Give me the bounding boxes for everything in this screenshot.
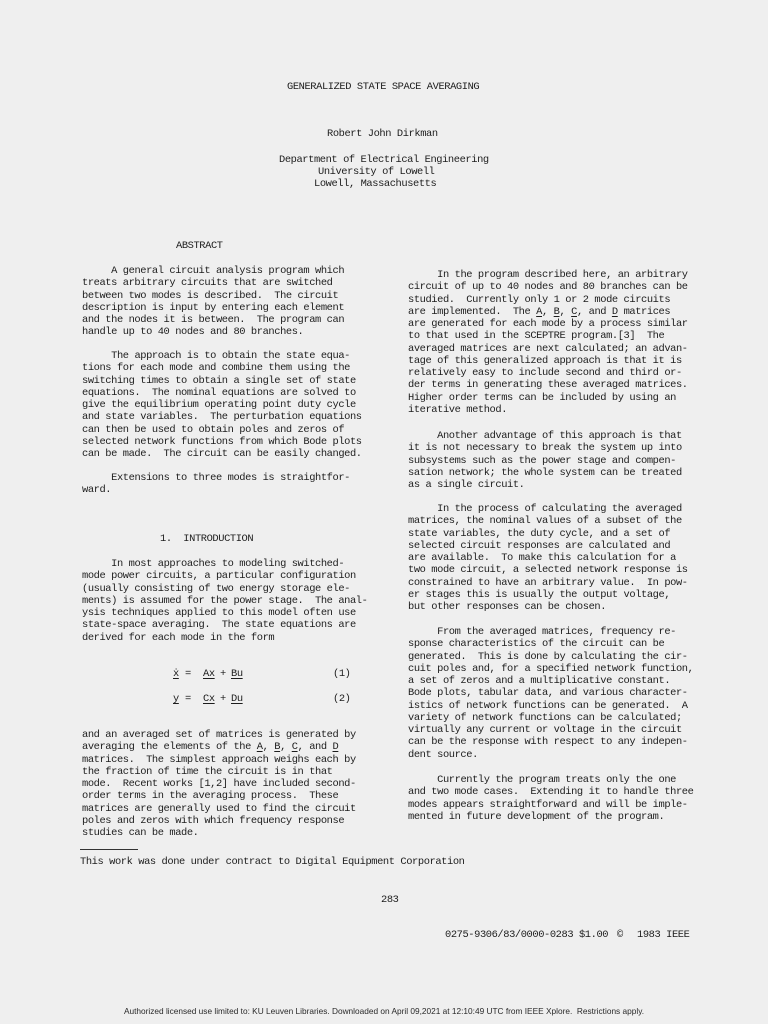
text-line: can be made. The circuit can be easily changed. [82, 448, 362, 460]
text-line: A general circuit analysis program which [111, 265, 345, 277]
text-line: as a single circuit. [408, 479, 525, 491]
text-line: it is not necessary to break the system up into [408, 442, 682, 455]
text-line: constrained to have an arbitrary value. In pow- [408, 576, 688, 589]
text-line [82, 741, 356, 753]
plus-sign: + [220, 693, 226, 705]
text-line: equations. The nominal equations are solved to [82, 386, 356, 399]
equation-term: Cx [203, 693, 215, 705]
text-line: treats arbitrary circuits that are switched [82, 277, 333, 290]
right-paragraph-2 [408, 430, 682, 491]
text-line: Extensions to three modes is straightfor- [111, 472, 350, 484]
text-line: (usually consisting of two energy storage ele- [82, 582, 350, 595]
text-line: ments) is assumed for the power stage. The anal- [82, 594, 368, 607]
text-line: Another advantage of this approach is that [437, 430, 682, 442]
introduction-continuation [82, 729, 356, 839]
text-line: but other responses can be chosen. [408, 601, 607, 613]
copyright-symbol: © [617, 929, 623, 941]
text-line: Higher order terms can be included by using an [408, 391, 676, 404]
text-line: matrices are generally used to find the circuit [82, 802, 356, 815]
equation-2 [170, 693, 360, 707]
text-line: der terms in generating these averaged matrices. [408, 379, 688, 392]
text-line: In most approaches to modeling switched- [111, 558, 345, 570]
text-line [408, 306, 688, 318]
author-name: Robert John Dirkman [327, 128, 438, 140]
underlined-matrix-symbol: B [553, 305, 560, 318]
download-notice: Authorized licensed use limited to: KU Leuven Libraries. Downloaded on April 09,2021 at 12:10:49 UTC from IEEE Xplore. Restrictions apply. [123, 1006, 645, 1016]
text-segment: , [559, 305, 572, 318]
copyright-text: 1983 IEEE [637, 929, 690, 941]
text-line: From the averaged matrices, frequency re- [437, 626, 676, 638]
text-line: matrices, the nominal values of a subset of the [408, 515, 682, 528]
text-line: Bode plots, tabular data, and various character- [408, 687, 688, 700]
underlined-matrix-symbol: D [611, 305, 618, 318]
publication-code: 0275-9306/83/0000-0283 $1.00 [445, 929, 609, 941]
equation-number: (1) [333, 668, 351, 680]
right-paragraph-5 [408, 774, 693, 823]
text-line: can then be used to obtain poles and zeros of [82, 423, 345, 436]
equals-sign: = [185, 668, 191, 680]
equation-lhs: y [173, 693, 179, 705]
underlined-matrix-symbol: C [571, 305, 577, 318]
text-line: are available. To make this calculation for a [408, 552, 676, 564]
text-line: Currently the program treats only the one [437, 774, 676, 786]
equation-number: (2) [333, 693, 351, 705]
equation-term: Du [231, 693, 243, 705]
text-line: a set of zeros and a multiplicative constant. [408, 675, 671, 687]
text-line: derived for each mode in the form [82, 631, 275, 644]
page-number: 283 [381, 894, 399, 906]
text-line: description is input by entering each element [82, 301, 345, 314]
right-paragraph-4 [408, 626, 693, 761]
text-line: matrices. The simplest approach weighs each by [82, 753, 356, 766]
text-line: sation network; the whole system can be treated [408, 466, 682, 479]
text-line: istics of network functions can be generated. A [408, 699, 688, 712]
text-line: state variables, the duty cycle, and a set of [408, 527, 671, 540]
text-line: selected circuit responses are calculated and [408, 539, 671, 552]
equals-sign: = [185, 693, 191, 705]
plus-sign: + [220, 668, 226, 680]
text-line: poles and zeros with which frequency response [82, 814, 345, 827]
text-segment: matrices [617, 305, 671, 318]
text-segment: , [262, 741, 275, 754]
text-line: dent source. [408, 748, 478, 761]
text-line: are generated for each mode by a process similar [408, 318, 688, 330]
footnote-rule [80, 849, 138, 850]
text-line: between two modes is described. The circuit [82, 289, 339, 302]
text-line: subsystems such as the power stage and compen- [408, 454, 676, 467]
abstract-paragraph-2 [82, 350, 362, 460]
text-line: can be the response with respect to any indepen- [408, 736, 688, 749]
equation-lhs: ẋ [173, 668, 179, 680]
text-segment: are implemented. The [408, 305, 537, 318]
text-line: The approach is to obtain the state equa- [111, 350, 350, 362]
text-line: averaged matrices are next calculated; an advan- [408, 342, 688, 355]
text-line: selected network functions from which Bode plots [82, 435, 362, 448]
introduction-heading: 1. INTRODUCTION [160, 533, 254, 545]
underlined-matrix-symbol: A [536, 305, 542, 318]
text-segment: , [280, 741, 292, 754]
text-line: studies can be made. [82, 827, 199, 839]
text-line: give the equilibrium operating point duty cycle [82, 399, 356, 411]
text-line: sponse characteristics of the circuit can be [408, 638, 665, 651]
paper-title: GENERALIZED STATE SPACE AVERAGING [287, 81, 480, 93]
text-line: virtually any current or voltage in the circuit [408, 724, 682, 736]
text-line: er stages this is usually the output voltage, [408, 588, 671, 601]
text-line: modes appears straightforward and will be imple- [408, 798, 688, 811]
text-line: state-space averaging. The state equations are [82, 619, 356, 632]
underlined-matrix-symbol: C [291, 741, 298, 754]
abstract-paragraph-1 [82, 265, 344, 339]
text-line: variety of network functions can be calculated; [408, 711, 682, 724]
underlined-matrix-symbol: D [332, 741, 339, 754]
equation-term: Ax [203, 668, 215, 680]
affiliation-location: Lowell, Massachusetts [314, 178, 437, 190]
text-line: tage of this generalized approach is that it is [408, 354, 682, 367]
text-line: cuit poles and, for a specified network function, [408, 662, 694, 675]
text-segment: , and [297, 741, 333, 754]
text-line: studied. Currently only 1 or 2 mode circuits [408, 293, 671, 306]
underlined-matrix-symbol: A [256, 741, 263, 754]
text-segment: , [542, 305, 554, 318]
introduction-paragraph [82, 558, 367, 644]
text-line: two mode circuit, a selected network response is [408, 564, 688, 577]
abstract-heading: ABSTRACT [176, 240, 223, 252]
affiliation-department: Department of Electrical Engineering [279, 154, 489, 166]
text-segment: , and [576, 305, 612, 318]
equation-1 [170, 668, 360, 682]
text-line: the fraction of time the circuit is in that [82, 765, 333, 778]
text-line: switching times to obtain a single set of state [82, 374, 356, 387]
text-line: iterative method. [408, 403, 508, 416]
text-line: relatively easy to include second and third or- [408, 367, 682, 379]
text-line: mented in future development of the program. [408, 810, 665, 823]
abstract-paragraph-3 [82, 472, 350, 497]
text-line: and the nodes it is between. The program can [82, 314, 345, 326]
text-line: generated. This is done by calculating the cir- [408, 650, 688, 663]
footnote: This work was done under contract to Digital Equipment Corporation [80, 856, 465, 868]
text-line: and an averaged set of matrices is generated by [82, 729, 356, 741]
text-line: In the program described here, an arbitrary [437, 269, 688, 281]
text-line: mode. Recent works [1,2] have included second- [82, 778, 356, 790]
underlined-matrix-symbol: B [274, 741, 281, 754]
text-line: handle up to 40 nodes and 80 branches. [82, 326, 304, 339]
affiliation-university: University of Lowell [318, 166, 435, 178]
text-line: In the process of calculating the averaged [437, 503, 682, 515]
right-paragraph-1 [408, 269, 688, 416]
text-line: ysis techniques applied to this model often use [82, 607, 356, 619]
text-line: to that used in the SCEPTRE program.[3] The [408, 330, 665, 343]
text-line: mode power circuits, a particular configuration [82, 570, 356, 583]
text-line: tions for each mode and combine them using the [82, 362, 350, 375]
right-paragraph-3 [408, 503, 688, 613]
text-line: order terms in the averaging process. These [82, 790, 339, 803]
text-line: circuit of up to 40 nodes and 80 branches can be [408, 281, 688, 294]
equation-term: Bu [231, 668, 243, 680]
text-line: and two mode cases. Extending it to handle three [408, 786, 694, 799]
text-line: and state variables. The perturbation equations [82, 411, 362, 424]
text-segment: averaging the elements of the [82, 741, 257, 754]
text-line: ward. [82, 484, 112, 497]
